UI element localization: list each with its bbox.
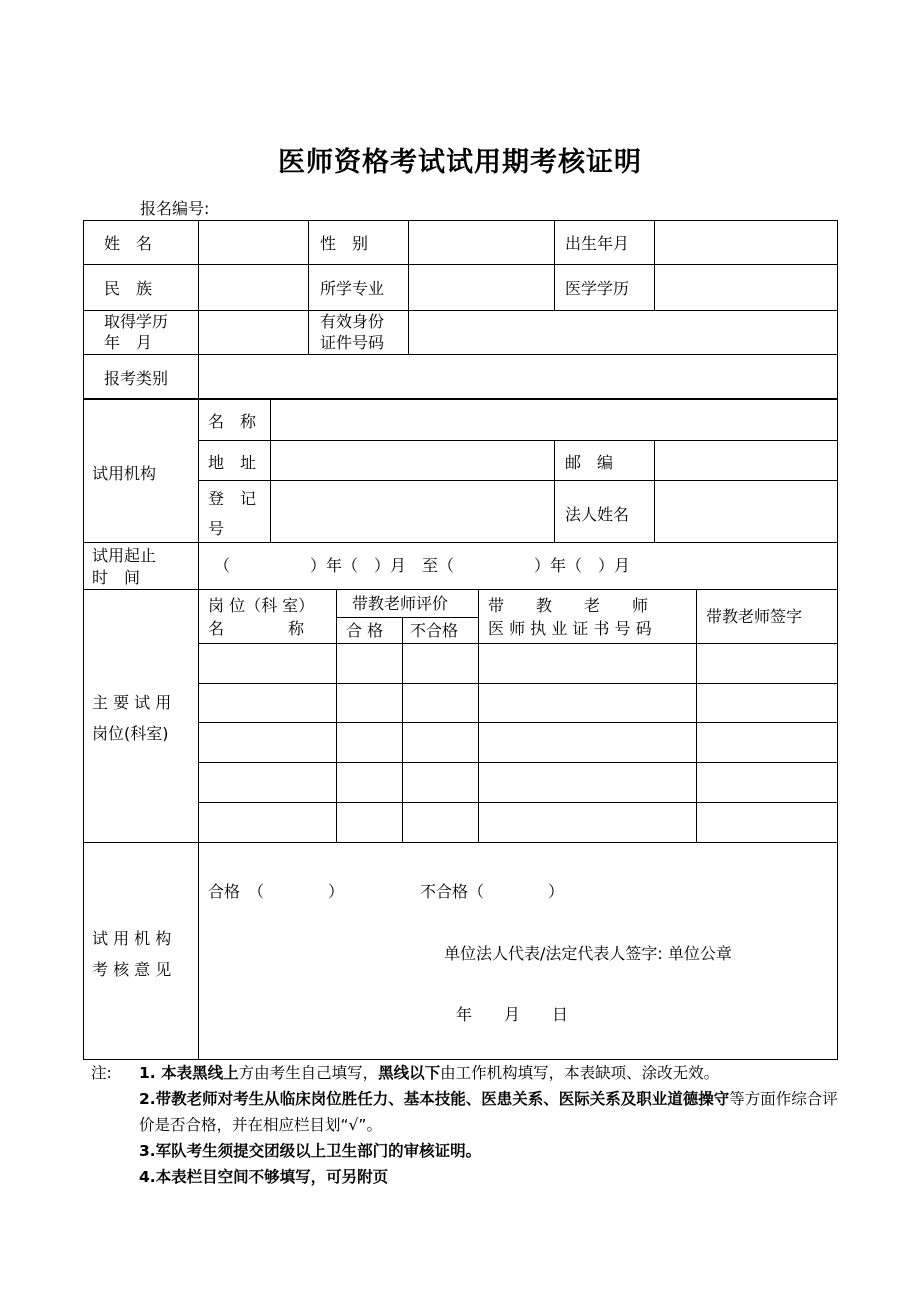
- legal-representative-signature: 单位法人代表/法定代表人签字: 单位公章: [444, 944, 732, 963]
- name-label: 姓 名: [104, 234, 153, 253]
- education-label: 医学学历: [565, 279, 630, 298]
- cert-number-header-line1: 带 教 老 师: [488, 596, 649, 615]
- posts-label-line2: 岗位(科室): [92, 724, 169, 743]
- post-name-header-line2: 名 称: [208, 619, 305, 638]
- assessment-fail-option: 不合格（ ）: [420, 882, 565, 901]
- exam-category-label: 报考类别: [104, 369, 169, 388]
- institution-name-label: 名 称: [208, 412, 257, 431]
- notes-label: 注:: [91, 1064, 112, 1082]
- registration-no-label-line1: 登 记: [208, 489, 257, 508]
- legal-person-label: 法人姓名: [565, 505, 630, 524]
- note-1: 1. 本表黑线上方由考生自己填写，黑线以下由工作机构填写，本表缺项、涂改无效。: [139, 1064, 720, 1082]
- assessment-pass-option: 合格 （ ）: [208, 882, 345, 901]
- postcode-label: 邮 编: [565, 453, 614, 472]
- id-number-label-line1: 有效身份: [320, 312, 385, 331]
- teacher-evaluation-header: 带教老师评价: [352, 594, 449, 613]
- major-label: 所学专业: [320, 279, 385, 298]
- ethnicity-label: 民 族: [104, 279, 153, 298]
- period-label-line1: 试用起止: [92, 546, 157, 565]
- page-title: 医师资格考试试用期考核证明: [278, 147, 642, 178]
- notes: [91, 1060, 851, 1190]
- post-name-header-line1: 岗 位（科 室）: [208, 596, 315, 615]
- education-date-label-line2: 年 月: [104, 333, 153, 352]
- period-value: （ ）年（ ）月 至（ ）年（ ）月: [214, 556, 631, 575]
- registration-no-label-line2: 号: [208, 519, 225, 538]
- note-3: 3.军队考生须提交团级以上卫生部门的审核证明。: [139, 1142, 482, 1160]
- pass-column-header: 合 格: [346, 621, 384, 640]
- registration-number-label: 报名编号:: [140, 199, 210, 218]
- note-4: 4.本表栏目空间不够填写，可另附页: [139, 1168, 389, 1186]
- assessment-label-line1: 试 用 机 构: [92, 929, 172, 948]
- fail-column-header: 不合格: [410, 621, 459, 640]
- gender-label: 性 别: [320, 234, 369, 253]
- note-2: 2.带教老师对考生从临床岗位胜任力、基本技能、医患关系、医际关系及职业道德操守等方面作综合评价是否合格，并在相应栏目划“√”。: [139, 1090, 838, 1134]
- id-number-label-line2: 证件号码: [320, 333, 385, 352]
- institution-label: 试用机构: [92, 464, 157, 483]
- birth-date-label: 出生年月: [565, 234, 630, 253]
- institution-address-label: 地 址: [208, 453, 257, 472]
- assessment-date: 年 月 日: [456, 1005, 569, 1024]
- assessment-label-line2: 考 核 意 见: [92, 960, 172, 979]
- teacher-signature-header: 带教老师签字: [706, 607, 803, 626]
- posts-label-line1: 主 要 试 用: [92, 693, 172, 712]
- period-label-line2: 时 间: [92, 568, 141, 587]
- education-date-label-line1: 取得学历: [104, 312, 169, 331]
- cert-number-header-line2: 医 师 执 业 证 书 号 码: [488, 619, 652, 638]
- black-divider-line: [83, 398, 838, 400]
